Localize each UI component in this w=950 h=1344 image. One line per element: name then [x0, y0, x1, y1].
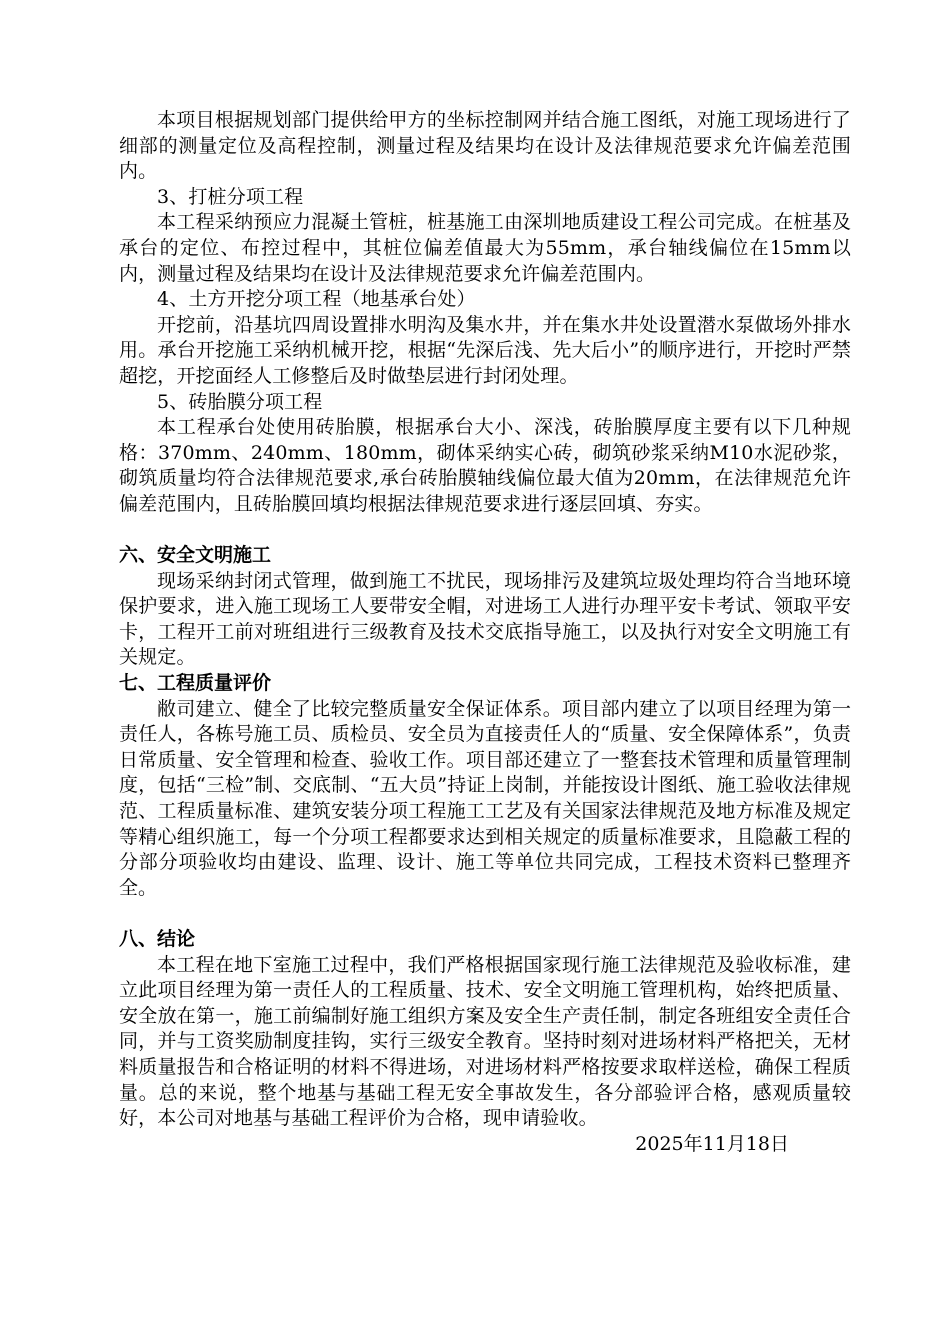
- section-heading-safety: 六、安全文明施工: [119, 544, 272, 567]
- conclusion-paragraph: 本工程在地下室施工过程中，我们严格根据国家现行施工法律规范及验收标准，建立此项目经理为第一责任人的工程质量、技术、安全文明施工管理机构，始终把质量、安全放在第一，施工前编制好施工组织方案及安全生产责任制，制定各班组安全责任合同，并与工资奖励制度挂钩，实行三级安全教育。坚持时刻对进场材料严格把关，无材料质量报告和合格证明的材料不得进场，对进场材料严格按要求取样送检，确保工程质量。总的来说，整个地基与基础工程无安全事故发生，各分部验评合格，感观质量较好，本公司对地基与基础工程评价为合格，现申请验收。: [119, 953, 851, 1130]
- document-body: [119, 108, 851, 1157]
- quality-paragraph: 敝司建立、健全了比较完整质量安全保证体系。项目部内建立了以项目经理为第一责任人，各栋号施工员、质检员、安全员为直接责任人的“质量、安全保障体系”，负责日常质量、安全管理和检查、验收工作。项目部还建立了一整套技术管理和质量管理制度，包括“三检”制、交底制、“五大员”持证上岗制，并能按设计图纸、施工验收法律规范、工程质量标准、建筑安装分项工程施工工艺及有关国家法律规范及地方标准及规定等精心组织施工，每一个分项工程都要求达到相关规定的质量标准要求，且隐蔽工程的分部分项验收均由建设、监理、设计、施工等单位共同完成，工程技术资料已整理齐全。: [119, 697, 851, 899]
- spacer: [119, 518, 851, 544]
- document-date: 2025年11月18日: [635, 1132, 789, 1155]
- section-heading-quality: 七、工程质量评价: [119, 672, 272, 695]
- section-heading-conclusion: 八、结论: [119, 928, 196, 950]
- subsection-brick-mold-title: 5、砖胎膜分项工程: [157, 390, 323, 413]
- piling-paragraph: 本工程采纳预应力混凝土管桩，桩基施工由深圳地质建设工程公司完成。在桩基及承台的定位、布控过程中，其桩位偏差值最大为55mm，承台轴线偏位在15mm以内，测量过程及结果均在设计及法律规范要求允许偏差范围内。: [119, 211, 851, 285]
- subsection-excavation-title: 4、土方开挖分项工程（地基承台处）: [157, 288, 476, 311]
- survey-paragraph: 本项目根据规划部门提供给甲方的坐标控制网并结合施工图纸，对施工现场进行了细部的测量定位及高程控制，测量过程及结果均在设计及法律规范要求允许偏差范围内。: [119, 109, 851, 183]
- spacer: [119, 901, 851, 927]
- excavation-paragraph: 开挖前，沿基坑四周设置排水明沟及集水井，并在集水井处设置潜水泵做场外排水用。承台开挖施工采纳机械开挖，根据“先深后浅、先大后小”的顺序进行，开挖时严禁超挖，开挖面经人工修整后及时做垫层进行封闭处理。: [119, 313, 851, 387]
- brick-mold-paragraph: 本工程承台处使用砖胎膜，根据承台大小、深浅，砖胎膜厚度主要有以下几种规格：370mm、240mm、180mm，砌体采纳实心砖，砌筑砂浆采纳M10水泥砂浆，砌筑质量均符合法律规范要求,承台砖胎膜轴线偏位最大值为20mm，在法律规范允许偏差范围内，且砖胎膜回填均根据法律规范要求进行逐层回填、夯实。: [119, 416, 851, 515]
- safety-paragraph: 现场采纳封闭式管理，做到施工不扰民，现场排污及建筑垃圾处理均符合当地环境保护要求，进入施工现场工人要带安全帽，对进场工人进行办理平安卡考试、领取平安卡，工程开工前对班组进行三级教育及技术交底指导施工，以及执行对安全文明施工有关规定。: [119, 569, 851, 669]
- subsection-piling-title: 3、打桩分项工程: [157, 185, 304, 208]
